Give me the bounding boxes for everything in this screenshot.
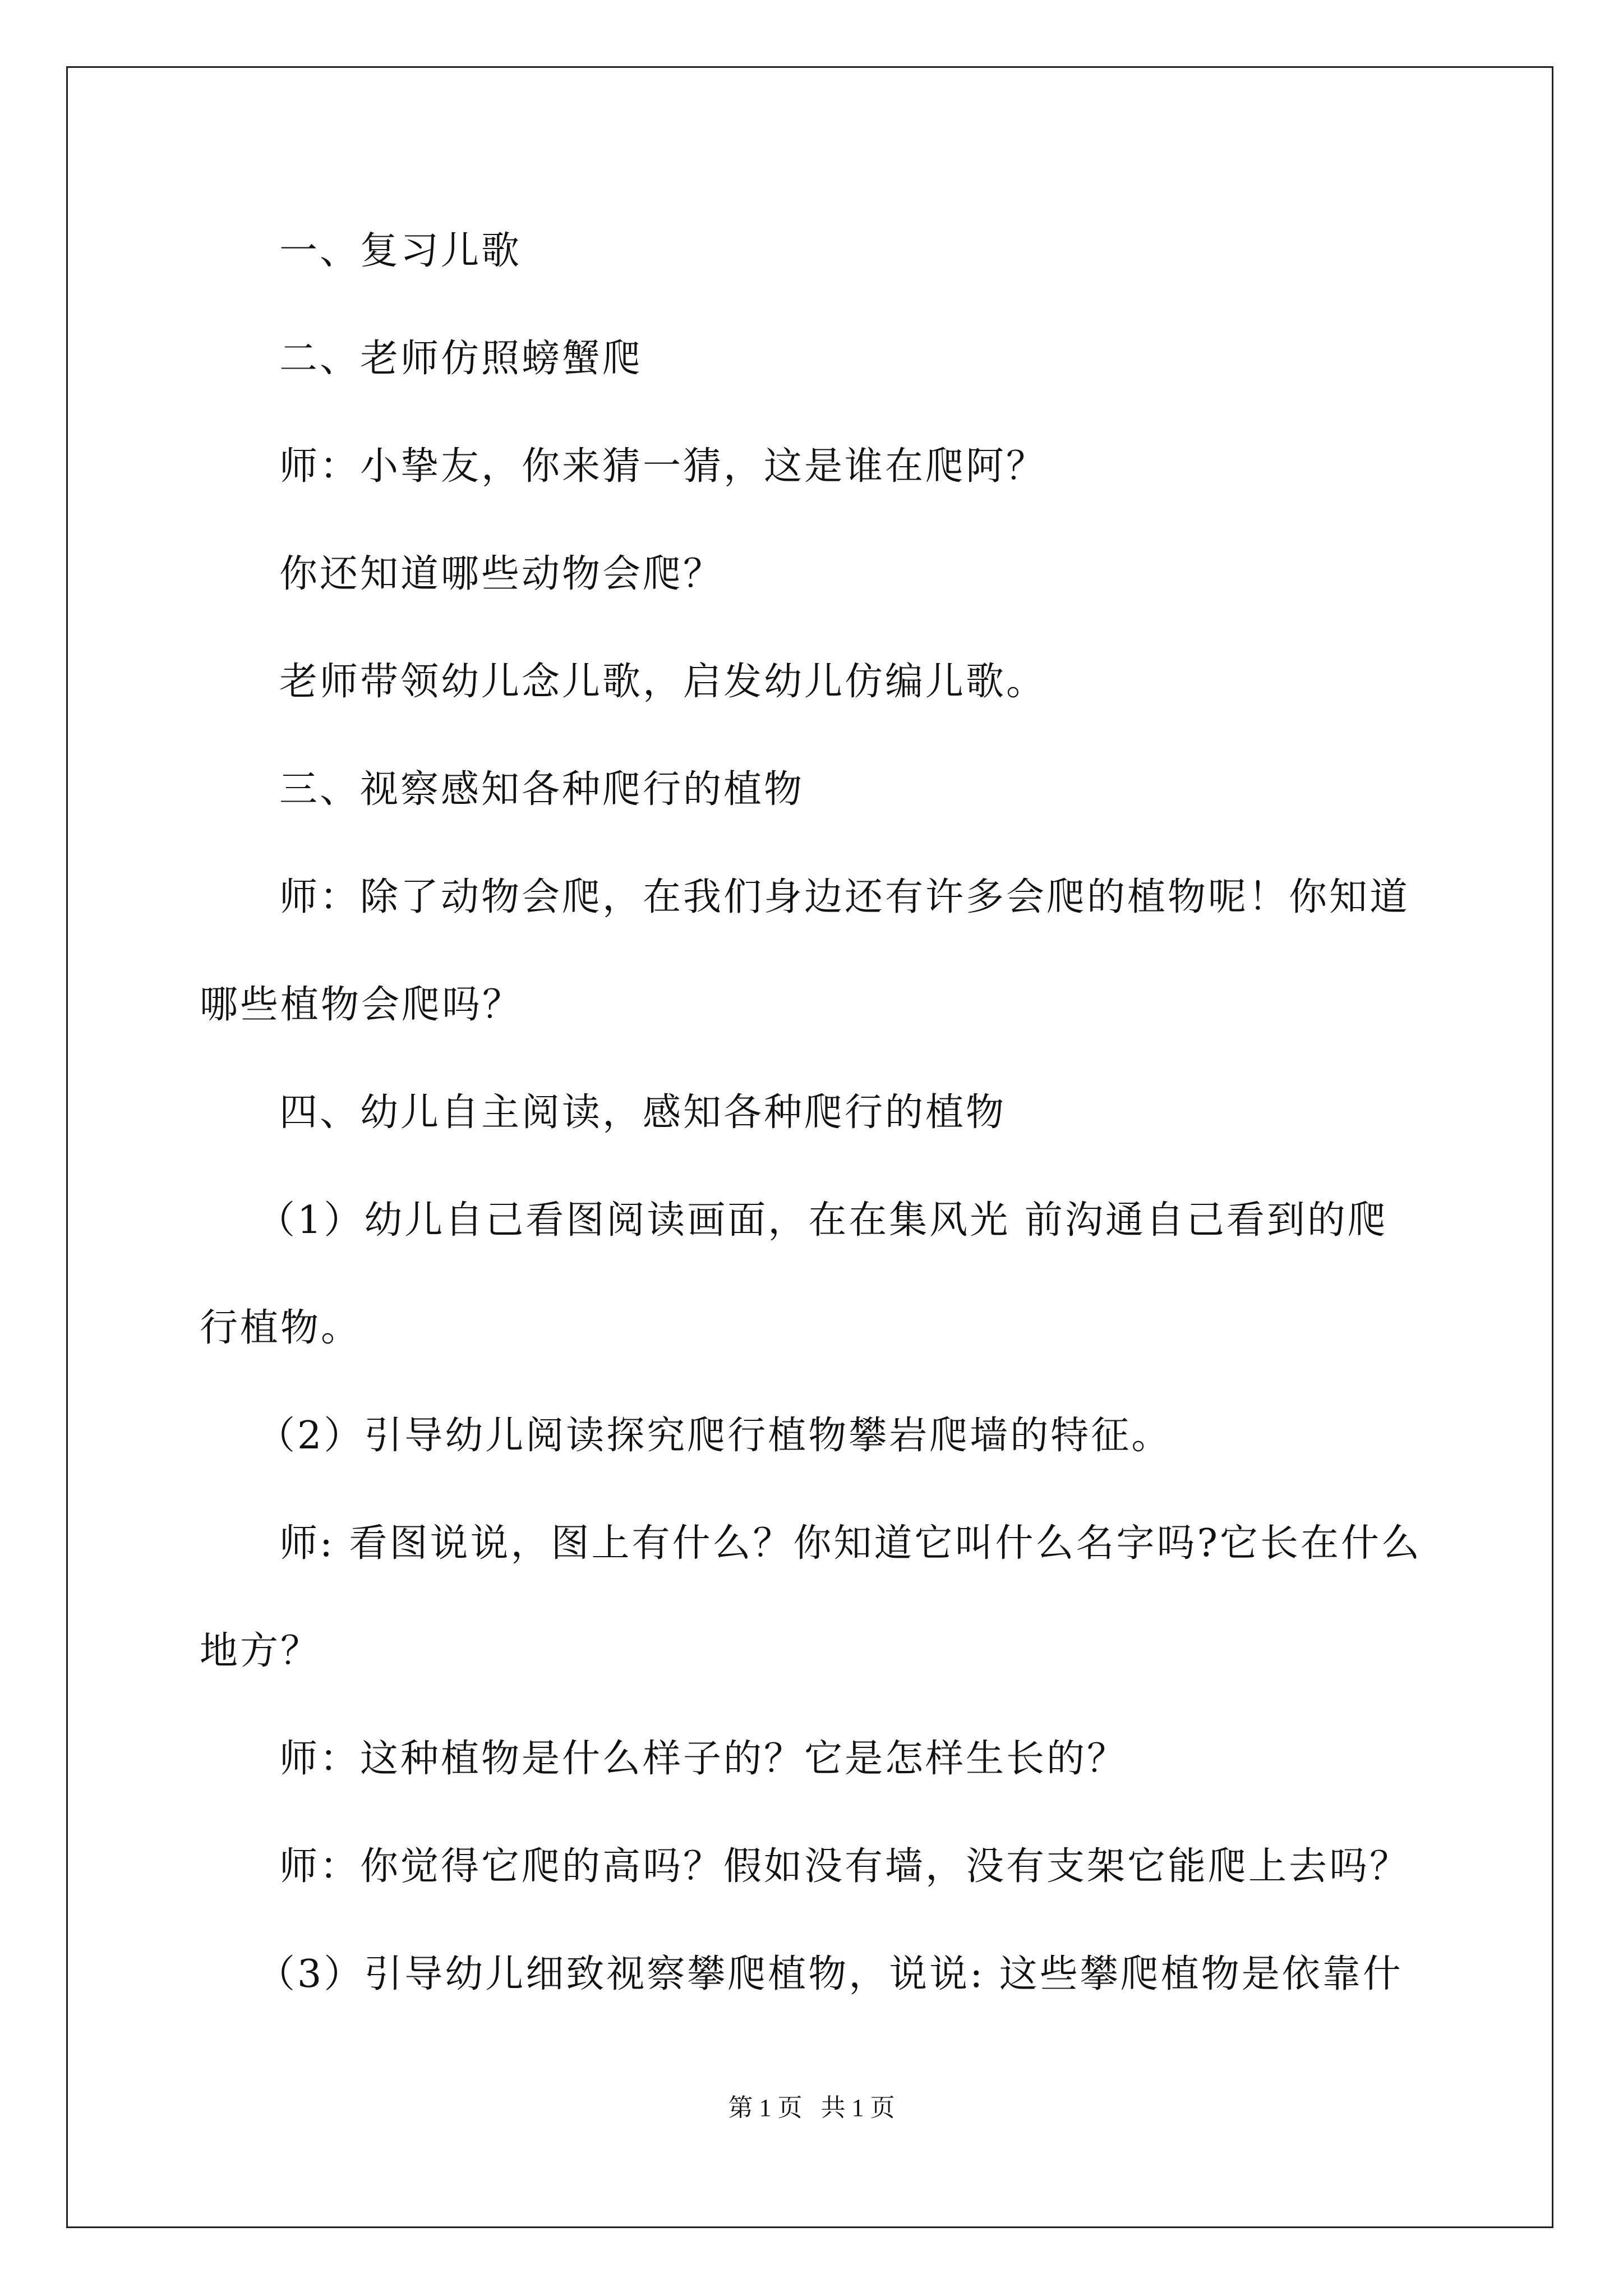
text-line: （3）引导幼儿细致视察攀爬植物，说说: 这些攀爬植物是依靠什 xyxy=(257,1952,1403,1996)
text-line: 师：这种植物是什么样子的？它是怎样生长的？ xyxy=(279,1737,1128,1781)
text-line: 二、老师仿照螃蟹爬 xyxy=(279,337,643,381)
text-line: 地方？ xyxy=(200,1629,321,1673)
text-line: 师：你觉得它爬的高吗？假如没有墙，没有支架它能爬上去吗？ xyxy=(279,1844,1410,1889)
text-line: （1）幼儿自己看图阅读画面，在在集风光 前沟通自己看到的爬 xyxy=(257,1198,1388,1243)
text-line: 一、复习儿歌 xyxy=(279,229,522,273)
text-line: （2）引导幼儿阅读探究爬行植物攀岩爬墙的特征。 xyxy=(257,1414,1172,1458)
page-number: 第 1 页 共 1 页 xyxy=(728,2094,895,2122)
text-line: 行植物。 xyxy=(200,1306,362,1350)
text-line: 哪些植物会爬吗？ xyxy=(200,983,523,1027)
text-line: 师: 看图说说，图上有什么？你知道它叫什么名字吗?它长在什么 xyxy=(279,1521,1422,1566)
page-border xyxy=(66,66,1553,2228)
text-line: 三、视察感知各种爬行的植物 xyxy=(279,767,805,812)
page-footer xyxy=(0,2092,1623,2124)
text-line: 你还知道哪些动物会爬？ xyxy=(279,552,724,596)
text-line: 师：小挚友，你来猜一猜，这是谁在爬阿？ xyxy=(279,444,1047,489)
text-line: 师：除了动物会爬，在我们身边还有许多会爬的植物呢！你知道 xyxy=(279,875,1410,919)
text-line: 老师带领幼儿念儿歌，启发幼儿仿编儿歌。 xyxy=(279,660,1047,704)
text-line: 四、幼儿自主阅读，感知各种爬行的植物 xyxy=(279,1091,1007,1135)
